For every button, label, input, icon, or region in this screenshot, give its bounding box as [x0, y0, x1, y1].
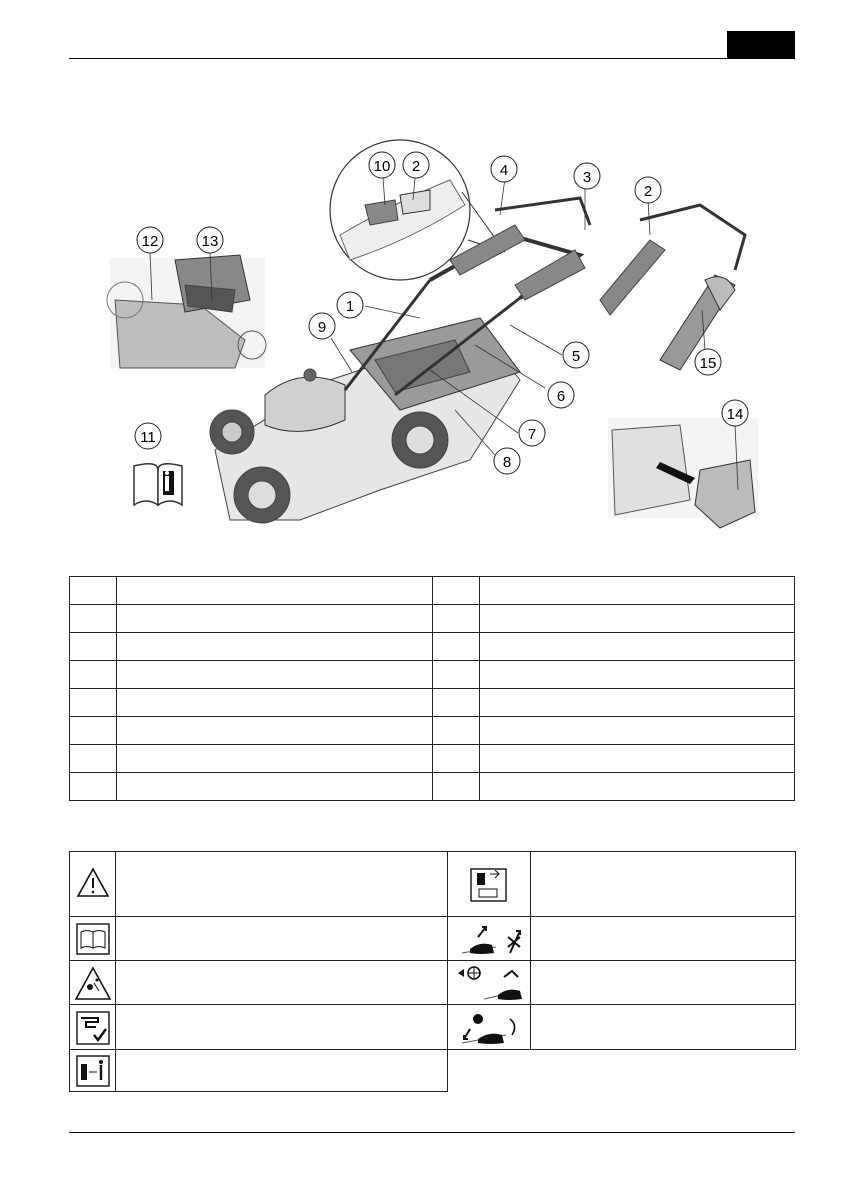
callout-9: [309, 313, 335, 339]
callout-13: [197, 227, 223, 253]
handle-release-icon: [448, 917, 531, 960]
parts-row: [70, 745, 795, 773]
part-number-cell: [432, 661, 479, 689]
blade-stop-icon: [448, 961, 531, 1004]
part-name-cell: [117, 577, 433, 605]
svg-text:7: 7: [527, 426, 537, 443]
svg-text:6: 6: [556, 388, 566, 405]
disconnect-spark-plug-icon: [448, 852, 531, 916]
callout-5: [563, 342, 589, 368]
part-number-cell: [432, 633, 479, 661]
part-number-cell: [432, 717, 479, 745]
callout-6: [548, 382, 574, 408]
svg-text:5: 5: [571, 348, 581, 365]
svg-text:2: 2: [643, 183, 653, 200]
symbol-row: [69, 1049, 448, 1092]
part-name-cell: [117, 745, 433, 773]
parts-row: [70, 577, 795, 605]
svg-text:13: 13: [201, 233, 219, 250]
svg-text:11: 11: [140, 429, 156, 446]
parts-row: [70, 773, 795, 801]
svg-text:3: 3: [582, 169, 592, 186]
part-name-cell: [117, 773, 433, 801]
parts-row: [70, 633, 795, 661]
callout-8: [494, 448, 520, 474]
grass-catcher-detail-inset: [107, 255, 266, 368]
callout-10: [369, 152, 395, 178]
callout-2-right: [635, 177, 661, 203]
callout-7: [519, 420, 545, 446]
svg-text:12: 12: [141, 233, 159, 250]
part-name-cell: [479, 717, 795, 745]
part-number-cell: [70, 633, 117, 661]
symbol-row: [69, 1004, 448, 1050]
part-name-cell: [479, 745, 795, 773]
read-manual-icon: [134, 464, 182, 505]
bystander-distance-icon: [70, 1050, 116, 1091]
thrown-objects-warning-icon: [70, 961, 116, 1004]
svg-text:9: 9: [317, 319, 327, 336]
symbol-row: [447, 851, 796, 917]
part-name-cell: [479, 577, 795, 605]
svg-text:1: 1: [345, 298, 355, 315]
part-number-cell: [432, 689, 479, 717]
callout-14: [722, 400, 748, 426]
footer-rule: [69, 1132, 795, 1133]
drive-engage-icon: [448, 1005, 531, 1049]
part-number-cell: [432, 605, 479, 633]
handle-height-detail: [600, 205, 745, 370]
symbol-row: [447, 916, 796, 961]
part-number-cell: [432, 773, 479, 801]
symbol-row: [69, 960, 448, 1005]
part-number-cell: [70, 689, 117, 717]
part-name-cell: [479, 773, 795, 801]
symbol-row: [69, 916, 448, 961]
part-number-cell: [70, 773, 117, 801]
symbol-row: [447, 1004, 796, 1050]
callout-12: [137, 227, 163, 253]
callout-3: [574, 163, 600, 189]
part-number-cell: [70, 661, 117, 689]
part-name-cell: [117, 605, 433, 633]
part-name-cell: [479, 633, 795, 661]
symbol-row: [447, 960, 796, 1005]
part-name-cell: [117, 661, 433, 689]
part-number-cell: [70, 745, 117, 773]
parts-row: [70, 717, 795, 745]
parts-row: [70, 689, 795, 717]
parts-table: [69, 576, 795, 801]
svg-text:14: 14: [726, 406, 744, 423]
part-number-cell: [432, 745, 479, 773]
part-number-cell: [70, 577, 117, 605]
part-number-cell: [432, 577, 479, 605]
callout-4: [491, 156, 517, 182]
callout-2: [403, 152, 429, 178]
callout-1: [337, 292, 363, 318]
part-name-cell: [479, 689, 795, 717]
callout-11: [135, 423, 161, 449]
parts-row: [70, 661, 795, 689]
symbol-row: [69, 851, 448, 917]
part-name-cell: [117, 633, 433, 661]
parts-row: [70, 605, 795, 633]
hand-blade-hazard-icon: [70, 1005, 116, 1049]
svg-text:15: 15: [699, 355, 717, 372]
part-name-cell: [479, 605, 795, 633]
part-name-cell: [117, 717, 433, 745]
part-number-cell: [70, 717, 117, 745]
svg-text:8: 8: [502, 454, 512, 471]
part-name-cell: [117, 689, 433, 717]
warning-triangle-icon: [70, 852, 116, 916]
callout-15: [695, 349, 721, 375]
svg-text:2: 2: [411, 158, 421, 175]
lawnmower-overview-illustration: [0, 0, 842, 560]
svg-text:4: 4: [499, 162, 509, 179]
svg-text:10: 10: [373, 158, 391, 175]
part-name-cell: [479, 661, 795, 689]
manual-book-icon: [70, 917, 116, 960]
part-number-cell: [70, 605, 117, 633]
